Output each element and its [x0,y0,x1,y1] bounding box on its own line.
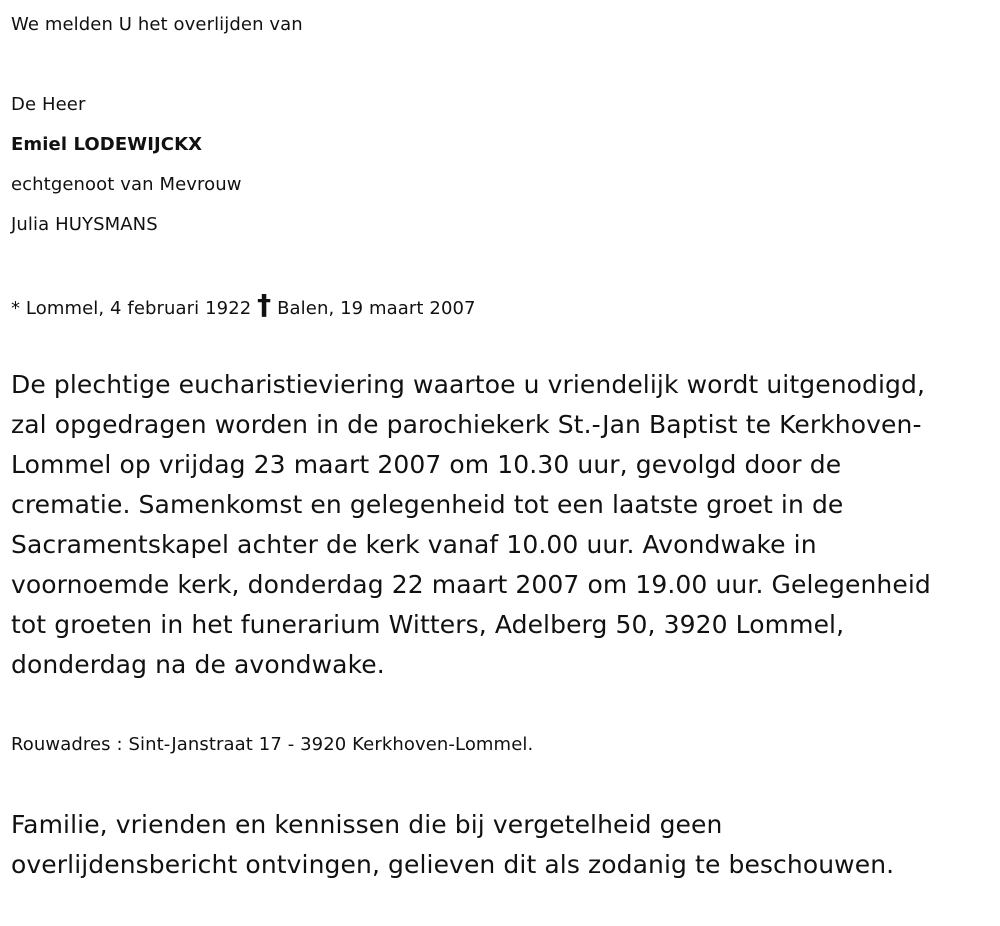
closing-paragraph [11,805,986,885]
spacer [11,325,991,365]
honorific: De Heer [11,94,86,115]
death-info: Balen, 19 maart 2007 [277,298,476,319]
ceremony-line: voornoemde kerk, donderdag 22 maart 2007 om 19.00 uur. Gelegenheid [11,570,931,599]
birth-info: * Lommel, 4 februari 1922 [11,298,252,319]
ceremony-line: De plechtige eucharistieviering waartoe u vriendelijk wordt uitgenodigd, [11,370,926,399]
spacer [11,245,991,285]
ceremony-paragraph [11,365,986,685]
ceremony-line: donderdag na de avondwake. [11,650,385,679]
ceremony-line: crematie. Samenkomst en gelegenheid tot een laatste groet in de [11,490,844,519]
mourning-address: Rouwadres : Sint-Janstraat 17 - 3920 Kerkhoven-Lommel. [11,734,534,755]
closing-line: overlijdensbericht ontvingen, gelieven dit als zodanig te beschouwen. [11,850,895,879]
life-dates [11,285,991,325]
intro-text: We melden U het overlijden van [11,14,303,35]
cross-icon: † [257,288,272,321]
closing-line: Familie, vrienden en kennissen die bij vergetelheid geen [11,810,723,839]
spacer [11,45,991,85]
ceremony-line: Lommel op vrijdag 23 maart 2007 om 10.30 uur, gevolgd door de [11,450,842,479]
spouse-label: echtgenoot van Mevrouw [11,174,242,195]
ceremony-line: Sacramentskapel achter de kerk vanaf 10.00 uur. Avondwake in [11,530,817,559]
ceremony-line: tot groeten in het funerarium Witters, Adelberg 50, 3920 Lommel, [11,610,845,639]
death-notice [11,5,991,885]
deceased-name: Emiel LODEWIJCKX [11,134,203,155]
spacer [11,765,991,805]
ceremony-line: zal opgedragen worden in de parochiekerk St.-Jan Baptist te Kerkhoven- [11,410,922,439]
spacer [11,685,991,725]
spouse-name: Julia HUYSMANS [11,214,158,235]
